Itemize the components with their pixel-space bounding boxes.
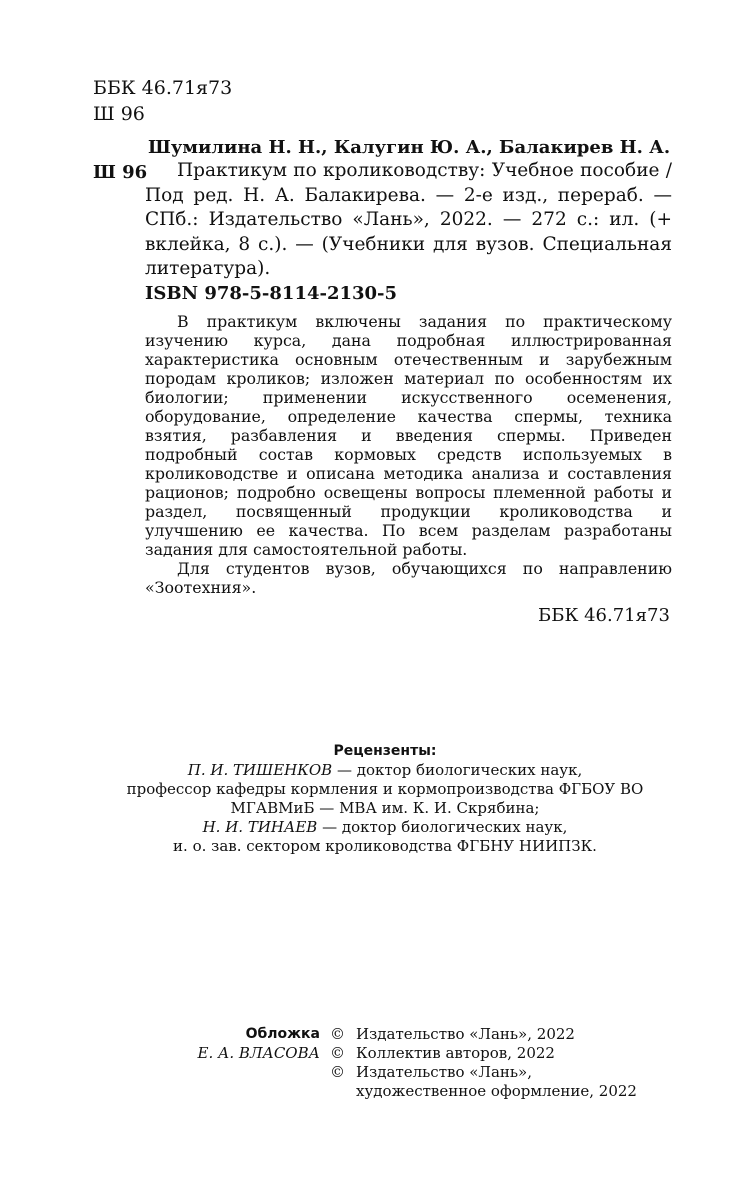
- authors-line: Шумилина Н. Н., Калугин Ю. А., Балакирев Н. А.: [148, 137, 671, 158]
- bbk-header: [93, 75, 232, 127]
- copyright-icon: ©: [330, 1063, 345, 1081]
- copyright-block: [140, 1025, 637, 1101]
- bibliographic-description: Практикум по кролиководству: Учебное пособие / Под ред. Н. А. Балакирева. — 2-е изд., перераб. — СПб.: Издательство «Лань», 2022. — 272 с.: ил. (+ вклейка, 8 с.). — (Учебники для вузов. Специальная литература).: [145, 160, 672, 279]
- reviewer-1-degree: — доктор биологических наук,: [332, 761, 583, 779]
- cover-label: Обложка: [245, 1026, 320, 1042]
- audience-paragraph: Для студентов вузов, обучающихся по направлению «Зоотехния».: [145, 559, 672, 597]
- copyright-design-line-1: Издательство «Лань»,: [356, 1063, 533, 1081]
- isbn: ISBN 978-5-8114-2130-5: [145, 283, 398, 304]
- copyright-authors: Коллектив авторов, 2022: [356, 1044, 555, 1062]
- cutter-code: Ш 96: [93, 103, 145, 125]
- cutter-code-bold: Ш 96: [93, 162, 148, 183]
- bbk-code: ББК 46.71я73: [93, 77, 233, 99]
- copyright-design: [356, 1063, 637, 1101]
- reviewer-2-name: Н. И. ТИНАЕВ: [202, 818, 318, 836]
- copyright-icon: ©: [330, 1025, 345, 1043]
- reviewer-2-degree: — доктор биологических наук,: [317, 818, 568, 836]
- reviewers-title: Рецензенты:: [333, 743, 437, 759]
- reviewer-2-position: и. о. зав. сектором кролиководства ФГБНУ НИИПЗК.: [173, 837, 597, 855]
- copyright-publisher: Издательство «Лань», 2022: [356, 1025, 575, 1043]
- copyright-design-line-2: художественное оформление, 2022: [356, 1082, 637, 1100]
- copyright-icon: ©: [330, 1044, 345, 1062]
- reviewer-1-institution: МГАВМиБ — МВА им. К. И. Скрябина;: [230, 799, 540, 817]
- reviewer-1-name: П. И. ТИШЕНКОВ: [187, 761, 333, 779]
- cover-artist: Е. А. ВЛАСОВА: [197, 1044, 320, 1062]
- abstract-paragraph: В практикум включены задания по практическому изучению курса, дана подробная иллюстрированная характеристика основным отечественным и зарубежным породам кроликов; изложен материал по особенностям их биологии; применении искусственного осеменения, оборудование, определение качества спермы, техника взятия, разбавления и введения спермы. Приведен подробный состав кормовых средств используемых в кролиководстве и описана методика анализа и составления рационов; подробно освещены вопросы племенной работы и раздел, посвященный продукции кролиководства и улучшению ее качества. По всем разделам разработаны задания для самостоятельной работы.: [145, 312, 672, 559]
- reviewers-block: [120, 742, 650, 856]
- reviewer-1-position: профессор кафедры кормления и кормопроизводства ФГБОУ ВО: [126, 780, 644, 798]
- reviewer-1: [120, 761, 650, 780]
- bbk-code-right: ББК 46.71я73: [538, 605, 670, 626]
- reviewer-2: [120, 818, 650, 837]
- abstract: [145, 312, 672, 597]
